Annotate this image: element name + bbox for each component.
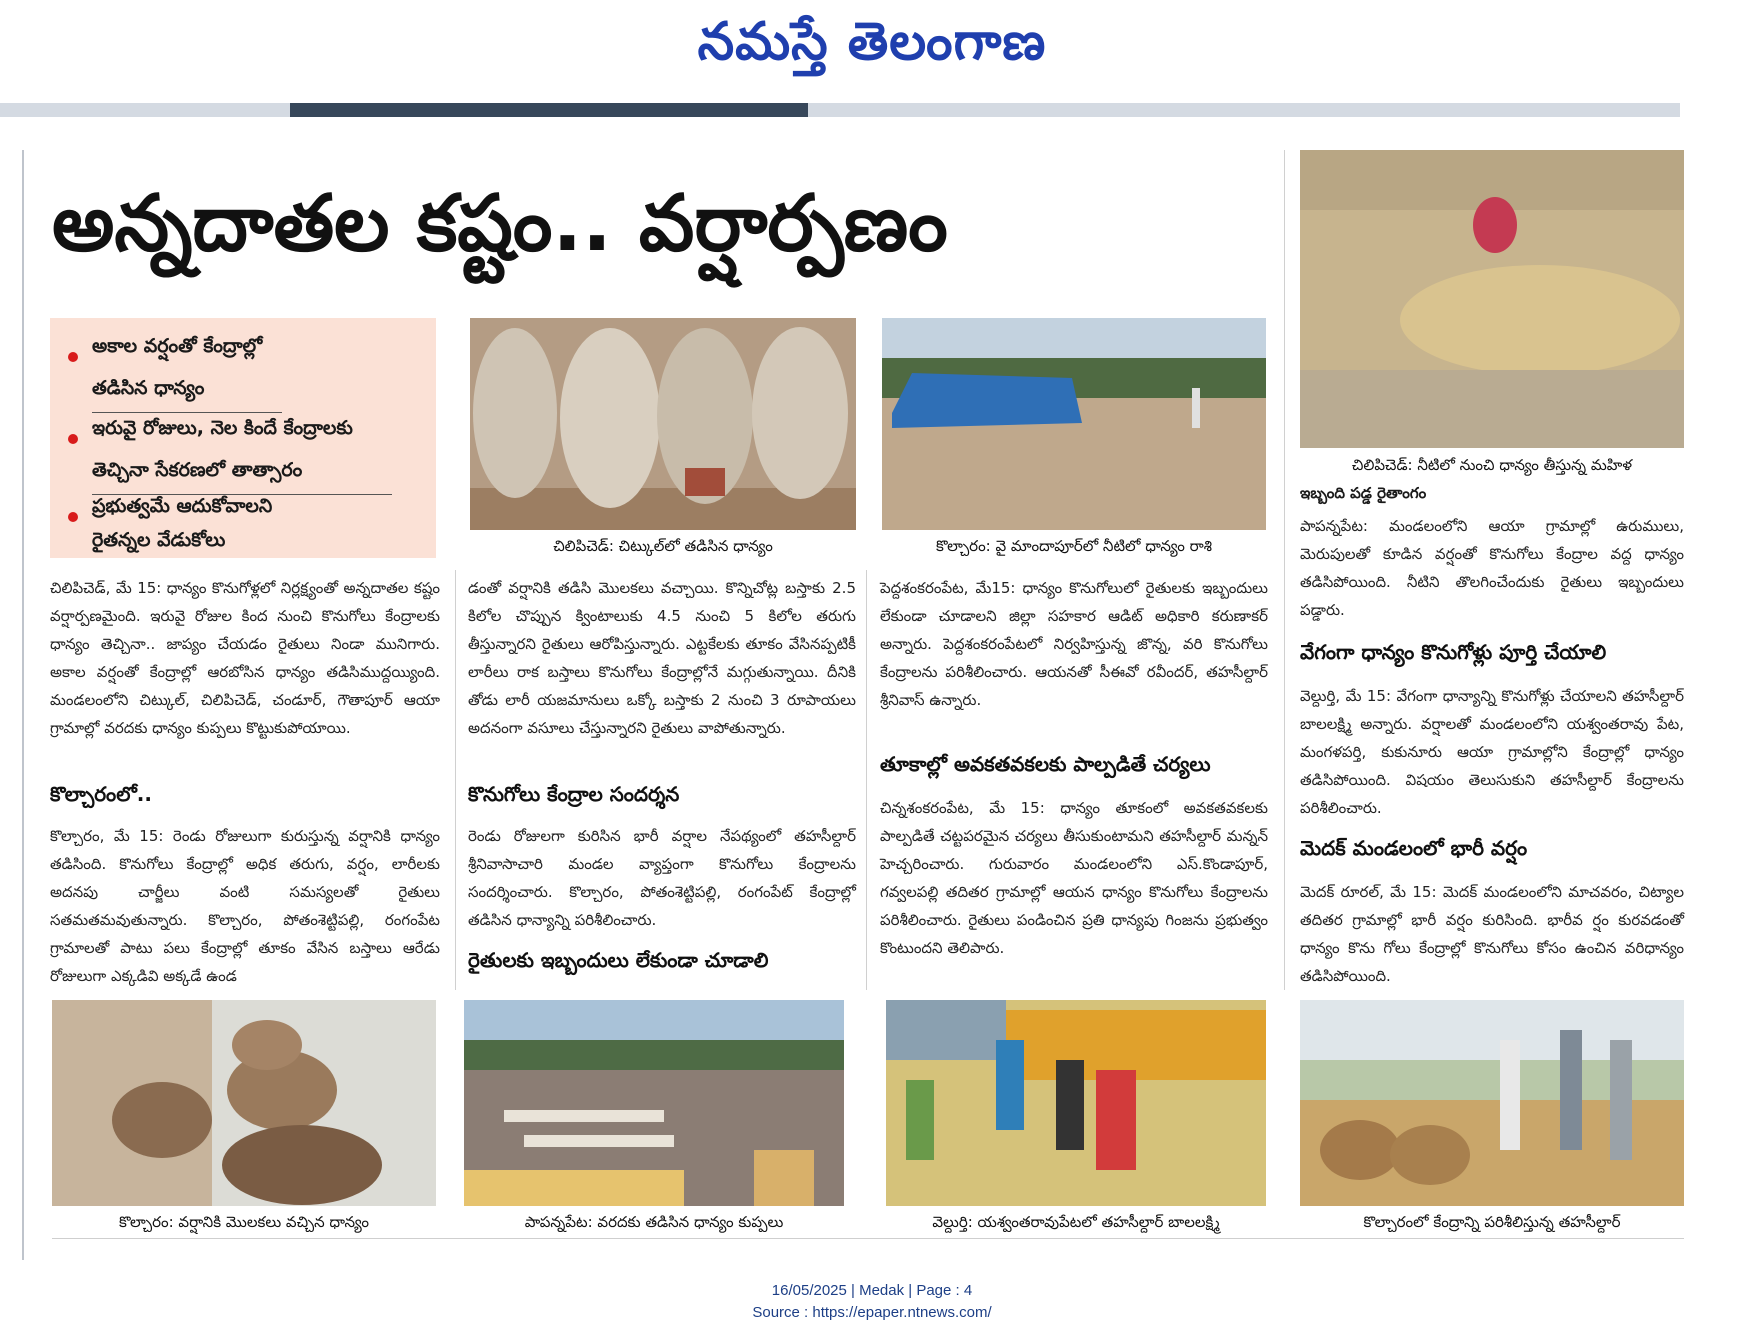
- column-divider: [455, 570, 456, 990]
- woman-grain-image: [1300, 150, 1684, 448]
- photo-wet-grain-heaps: [464, 1000, 844, 1206]
- col1-para2: కొల్చారం, మే 15: రెండు రోజులుగా కురుస్తున్న వర్షానికి ధాన్యం తడిసింది. కొనుగోలు కేంద్రాల్లో అధిక తరుగు, వర్షం, లారీలకు అదనపు చార్జీలు వంటి సమస్యలతో రైతులు సతమతమవుతున్నారు. కొల్చారం, పోతంశెట్టిపల్లి, రంగంపేట గ్రామాలతో పాటు పలు కేంద్రాల్లో తూకం వేసిన బస్తాలు ఆరేడు రోజులుగా ఎక్కడివి అక్కడే ఉండ: [50, 827, 440, 985]
- caption-woman: చిలిపిచెడ్: నీటిలో నుంచి ధాన్యం తీస్తున్న మహిళ: [1351, 456, 1633, 474]
- sprouted-grain-image: [52, 1000, 436, 1206]
- grain-bags-image: [470, 318, 856, 530]
- column-divider: [866, 570, 867, 990]
- col4-para1: వెల్దుర్తి, మే 15: వేగంగా ధాన్యాన్ని కొనుగోళ్లు చేయాలని తహసీల్దార్ బాలలక్ష్మి అన్నారు. వర్షాలతో మండలంలోని యశ్వంతరావు పేట, మంగళపర్తి, కుకునూరు ఆయా గ్రామాల్లోని కేంద్రాల్లో ధాన్యం తడిసిపోయింది. విషయం తెలుసుకుని తహసీల్దార్ కేంద్రాలను పరిశీలించారు.: [1300, 687, 1684, 817]
- bullet-icon: [68, 434, 78, 444]
- col2-subhead2: రైతులకు ఇబ్బందులు లేకుండా చూడాలి: [468, 948, 769, 972]
- footer-date-edition: 16/05/2025 | Medak | Page : 4: [771, 1282, 973, 1299]
- masthead-rule: [0, 103, 1680, 117]
- caption-inspect: కొల్చారంలో కేంద్రాన్ని పరిశీలిస్తున్న తహసీల్దార్: [1363, 1213, 1621, 1231]
- col4-para2: మెదక్ రూరల్, మే 15: మెదక్ మండలంలోని మాచవరం, చిట్యాల తదితర గ్రామాల్లో భారీ వర్షం కురిసింది. భారీవ ర్షం కురవడంతో ధాన్యం కొను గోలు కేంద్రాల్లో కొనుగోలు కోసం ఉంచిన వరిధాన్యం తడిసిపోయింది.: [1300, 883, 1684, 985]
- col4-subhead1: వేగంగా ధాన్యం కొనుగోళ్లు పూర్తి చేయాలి: [1300, 640, 1607, 664]
- col4-subhead2: మెదక్ మండలంలో భారీ వర్షం: [1300, 836, 1528, 860]
- col2-para2: రెండు రోజులగా కురిసిన భారీ వర్షాల నేపథ్యంలో తహసీల్దార్ శ్రీనివాసాచారి మండల వ్యాప్తంగా కొనుగోలు కేంద్రాలను సందర్శించారు. కొల్చారం, పోతంశెట్టిపల్లి, రంగంపేట్ కేంద్రాల్లో తడిసిన ధాన్యాన్ని పరిశీలించారు.: [468, 827, 856, 929]
- col1-subhead: కొల్చారంలో..: [50, 782, 152, 806]
- highlight-2-line1: ఇరువై రోజులు, నెల కిందే కేంద్రాలకు: [92, 417, 353, 439]
- col3-para1: పెద్దశంకరంపేట, మే15: ధాన్యం కొనుగోలులో రైతులకు ఇబ్బందులు లేకుండా చూడాలని జిల్లా సహకార ఆడిట్ అధికారి కరుణాకర్ అన్నారు. పెద్దశంకరంపేటలో నిర్వహిస్తున్న జొన్న, వరి కొనుగోలు కేంద్రాలను పరిశీలించారు. ఆయనతో సీఈవో రవీందర్, తహసీల్దార్ శ్రీనివాస్ ఉన్నారు.: [880, 579, 1268, 709]
- highlight-1-line2: తడిసిన ధాన్యం: [92, 377, 205, 399]
- col3-subhead: తూకాల్లో అవకతవకలకు పాల్పడితే చర్యలు: [880, 752, 1211, 776]
- inspection-image: [1300, 1000, 1684, 1206]
- masthead-logo: నమస్తే తెలంగాణ: [697, 12, 1047, 72]
- photo-flooded-grain: [882, 318, 1266, 530]
- caption-flood: కొల్చారం: వై మాందాపూర్‌లో నీటిలో ధాన్యం రాశి: [936, 537, 1212, 555]
- masthead: [0, 0, 1744, 98]
- highlight-2-line2: తెచ్చినా సేకరణలో తాత్సారం: [92, 459, 303, 481]
- highlight-3-line1: ప్రభుత్వమే ఆదుకోవాలని: [92, 495, 273, 517]
- flood-image: [882, 318, 1266, 530]
- masthead-rule-accent: [290, 103, 808, 117]
- col2-para1: డంతో వర్షానికి తడిసి మొలకలు వచ్చాయి. కొన్నిచోట్ల బస్తాకు 2.5 కిలోల చొప్పున క్వింటాలుకు 4.5 నుంచి 5 కిలోల తరుగు తీస్తున్నారని రైతులు ఆరోపిస్తున్నారు. ఎట్టకేలకు తూకం వేసినప్పటికీ లారీలు రాక బస్తాలు కొనుగోలు కేంద్రాల్లోనే మగ్గుతున్నాయి. దీనికి తోడు లారీ యజమానులు ఒక్కో బస్తాకు 2 నుంచి 3 రూపాయలు అదనంగా వసూలు చేస్తున్నారని రైతులు వాపోతున్నారు.: [468, 579, 856, 737]
- caption-heaps: పాపన్నపేట: వరదకు తడిసిన ధాన్యం కుప్పలు: [524, 1213, 784, 1231]
- col3-para2: చిన్నశంకరంపేట, మే 15: ధాన్యం తూకంలో అవకతవకలకు పాల్పడితే చట్టపరమైన చర్యలు తీసుకుంటామని తహసీల్దార్ మన్నన్ హెచ్చరించారు. గురువారం మండలంలోని ఎస్.కొండాపూర్, గవ్వలపల్లి తదితర గ్రామాల్లో ఆయన ధాన్యం కొనుగోలు కేంద్రాలను పరిశీలించారు. రైతులు పండించిన ప్రతి ధాన్యపు గింజను ప్రభుత్వం కొంటుందని తెలిపారు.: [880, 799, 1268, 957]
- highlight-1-line1: అకాల వర్షంతో కేంద్రాల్లో: [92, 335, 263, 357]
- col4-para0: పాపన్నపేట: మండలంలోని ఆయా గ్రామాల్లో ఉరుములు, మెరుపులతో కూడిన వర్షంతో కొనుగోలు కేంద్రాల వద్ద ధాన్యం తడిసిపోయింది. నీటిని తొలగించేందుకు రైతులు ఇబ్బందులు పడ్డారు.: [1300, 517, 1684, 619]
- photo-tahsildar-inspection: [1300, 1000, 1684, 1206]
- photo-truck-loading: [886, 1000, 1266, 1206]
- bullet-icon: [68, 352, 78, 362]
- col2-subhead1: కొనుగోలు కేంద్రాల సందర్శన: [468, 782, 680, 806]
- highlight-3-line2: రైతన్నల వేడుకోలు: [92, 529, 226, 551]
- bottom-rule: [52, 1238, 1684, 1239]
- col4-subhead0: ఇబ్బంది పడ్డ రైతాంగం: [1300, 484, 1427, 502]
- truck-image: [886, 1000, 1266, 1206]
- column-divider: [1284, 150, 1285, 990]
- bullet-icon: [68, 512, 78, 522]
- caption-sprouted: కొల్చారం: వర్షానికి మొలకలు వచ్చిన ధాన్యం: [118, 1213, 370, 1231]
- grain-heaps-image: [464, 1000, 844, 1206]
- caption-bags: చిలిపిచెడ్: చిట్కుల్‌లో తడిసిన ధాన్యం: [553, 537, 773, 555]
- photo-sprouted-grain: [52, 1000, 436, 1206]
- caption-truck: వెల్దుర్తి: యశ్వంతరావుపేటలో తహసీల్దార్ బాలలక్ష్మి: [932, 1213, 1220, 1231]
- footer-source-link[interactable]: Source : https://epaper.ntnews.com/: [752, 1304, 992, 1321]
- photo-wet-grain-bags: [470, 318, 856, 530]
- col1-para1: చిలిపిచెడ్, మే 15: ధాన్యం కొనుగోళ్లలో నిర్లక్ష్యంతో అన్నదాతల కష్టం వర్షార్పణమైంది. ఇరువై రోజుల కింద నుంచి కొనుగోలు కేంద్రాలకు ధాన్యం తెచ్చినా.. జాప్యం చేయడం రైతులు నిండా మునిగారు. అకాల వర్షంతో కేంద్రాల్లో ఆరబోసిన ధాన్యం తడిసిముద్దయ్యింది. మండలంలోని చిట్కుల్, చిలిపిచెడ్, చండూర్, గౌతాపూర్ ఆయా గ్రామాల్లో వరదకు ధాన్యం కుప్పలు కొట్టుకుపోయాయి.: [50, 579, 440, 737]
- highlight-box: [50, 318, 436, 558]
- photo-woman-collecting-grain: [1300, 150, 1684, 448]
- page-margin-line: [22, 150, 24, 1260]
- headline: అన్నదాతల కష్టం.. వర్షార్పణం: [52, 179, 948, 269]
